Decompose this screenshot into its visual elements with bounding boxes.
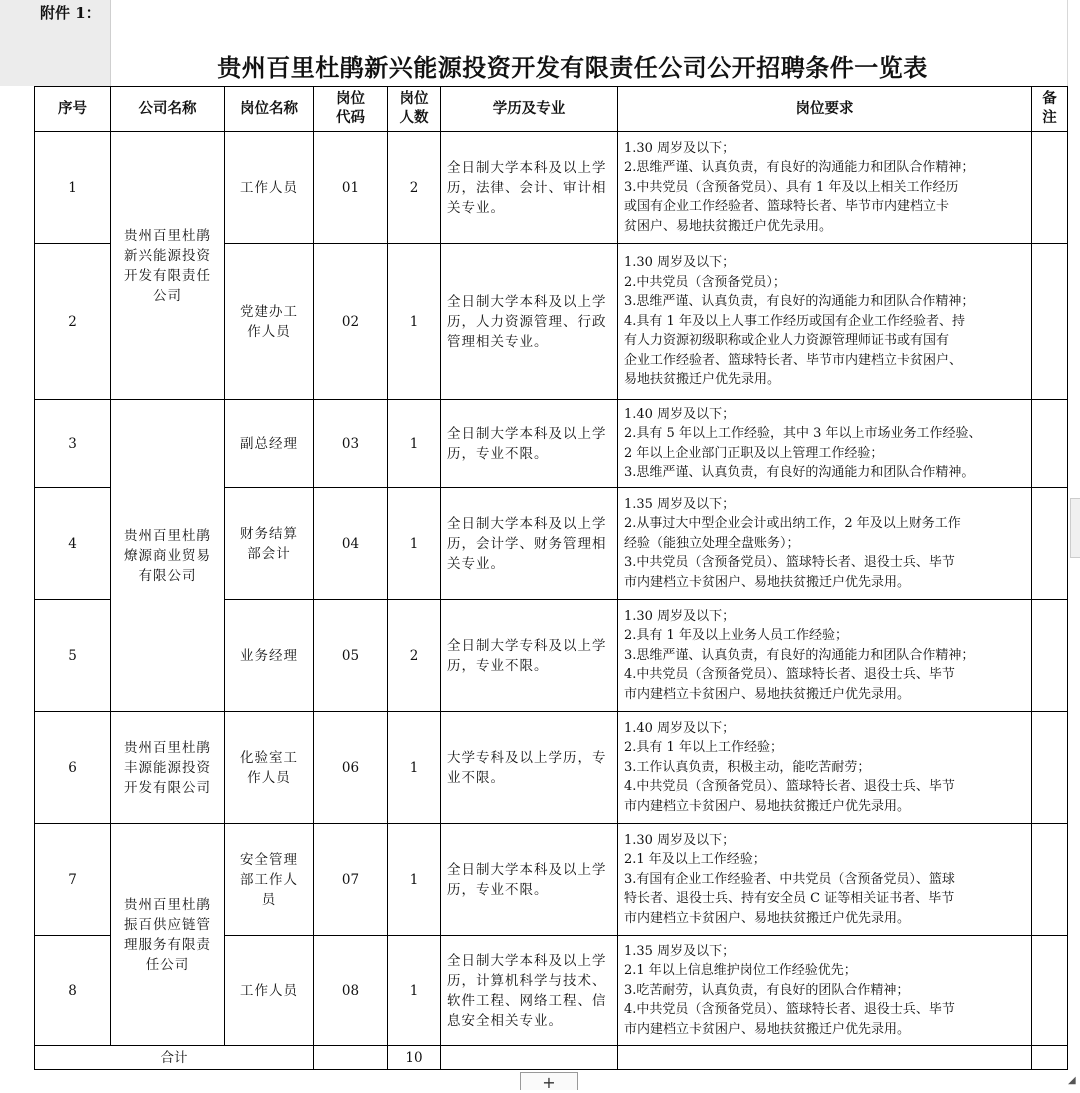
- cell-count: 2: [388, 600, 441, 712]
- table-row: [35, 824, 1068, 936]
- total-row: [35, 1046, 1068, 1070]
- cell-education: 全日制大学本科及以上学历，计算机科学与技术、软件工程、网络工程、信息安全相关专业。: [441, 936, 618, 1046]
- cell-remarks: [1032, 824, 1068, 936]
- cell-no: 6: [35, 712, 111, 824]
- cell-company: 贵州百里杜鹃新兴能源投资开发有限责任公司: [111, 132, 225, 400]
- cell-remarks: [1032, 132, 1068, 244]
- resize-corner-icon[interactable]: ◢: [1068, 1075, 1076, 1086]
- cell-count: 1: [388, 712, 441, 824]
- cell-count: 1: [388, 824, 441, 936]
- total-remarks-empty: [1032, 1046, 1068, 1070]
- total-count: 10: [388, 1046, 441, 1070]
- add-sheet-button[interactable]: +: [520, 1072, 578, 1090]
- attachment-label: 附件 1：: [40, 4, 101, 22]
- cell-no: 1: [35, 132, 111, 244]
- cell-position: 安全管理部工作人员: [225, 824, 314, 936]
- total-label: 合计: [35, 1046, 314, 1070]
- cell-position: 工作人员: [225, 132, 314, 244]
- cell-position: 党建办工作人员: [225, 244, 314, 400]
- cell-remarks: [1032, 936, 1068, 1046]
- cell-remarks: [1032, 244, 1068, 400]
- cell-remarks: [1032, 400, 1068, 488]
- cell-company: 贵州百里杜鹃燎源商业贸易有限公司: [111, 400, 225, 712]
- cell-remarks: [1032, 712, 1068, 824]
- table-row: [35, 132, 1068, 244]
- cell-education: 大学专科及以上学历，专业不限。: [441, 712, 618, 824]
- table-row: [35, 712, 1068, 824]
- header-company: 公司名称: [111, 87, 225, 132]
- header-education: 学历及专业: [441, 87, 618, 132]
- cell-count: 2: [388, 132, 441, 244]
- cell-position: 副总经理: [225, 400, 314, 488]
- recruitment-table: [34, 86, 1068, 1070]
- cell-education: 全日制大学本科及以上学历，专业不限。: [441, 400, 618, 488]
- cell-code: 03: [314, 400, 388, 488]
- cell-education: 全日制大学本科及以上学历，会计学、财务管理相关专业。: [441, 488, 618, 600]
- cell-no: 2: [35, 244, 111, 400]
- cell-education: 全日制大学本科及以上学历，人力资源管理、行政管理相关专业。: [441, 244, 618, 400]
- cell-requirements: 1.30 周岁及以下； 2.思维严谨、认真负责，有良好的沟通能力和团队合作精神； 3.中共党员（含预备党员）、具有 1 年及以上相关工作经历 或国有企业工作经验者、篮球特长者、毕节市内建档立卡 贫困户、易地扶贫搬迁户优先录用。: [618, 132, 1032, 244]
- cell-company: 贵州百里杜鹃振百供应链管理服务有限责任公司: [111, 824, 225, 1046]
- document-title: 贵州百里杜鹃新兴能源投资开发有限责任公司公开招聘条件一览表: [217, 54, 928, 82]
- cell-remarks: [1032, 600, 1068, 712]
- cell-no: 3: [35, 400, 111, 488]
- total-education-empty: [441, 1046, 618, 1070]
- header-code: 岗位 代码: [314, 87, 388, 132]
- cell-count: 1: [388, 400, 441, 488]
- cell-requirements: 1.30 周岁及以下； 2.中共党员（含预备党员）； 3.思维严谨、认真负责，有良好的沟通能力和团队合作精神； 4.具有 1 年及以上人事工作经历或国有企业工作经验者、持 有人力资源初级职称或企业人力资源管理师证书或有国有 企业工作经验者、篮球特长者、毕节市内建档立卡贫困户、 易地扶贫搬迁户优先录用。: [618, 244, 1032, 400]
- cell-position: 化验室工作人员: [225, 712, 314, 824]
- scrollbar-handle[interactable]: [1070, 498, 1080, 558]
- cell-code: 06: [314, 712, 388, 824]
- header-no: 序号: [35, 87, 111, 132]
- table-row: [35, 400, 1068, 488]
- cell-count: 1: [388, 936, 441, 1046]
- cell-education: 全日制大学本科及以上学历，法律、会计、审计相关专业。: [441, 132, 618, 244]
- cell-requirements: 1.40 周岁及以下； 2.具有 1 年以上工作经验； 3.工作认真负责，积极主动，能吃苦耐劳； 4.中共党员（含预备党员）、篮球特长者、退役士兵、毕节 市内建档立卡贫困户、易地扶贫搬迁户优先录用。: [618, 712, 1032, 824]
- header-requirements: 岗位要求: [618, 87, 1032, 132]
- cell-requirements: 1.35 周岁及以下； 2.1 年以上信息维护岗位工作经验优先； 3.吃苦耐劳，认真负责，有良好的团队合作精神； 4.中共党员（含预备党员）、篮球特长者、退役士兵、毕节 市内建档立卡贫困户、易地扶贫搬迁户优先录用。: [618, 936, 1032, 1046]
- cell-position: 工作人员: [225, 936, 314, 1046]
- cell-requirements: 1.30 周岁及以下； 2.1 年及以上工作经验； 3.有国有企业工作经验者、中共党员（含预备党员）、篮球 特长者、退役士兵、持有安全员 C 证等相关证书者、毕节 市内建档立卡贫困户、易地扶贫搬迁户优先录用。: [618, 824, 1032, 936]
- cell-requirements: 1.35 周岁及以下； 2.从事过大中型企业会计或出纳工作，2 年及以上财务工作 经验（能独立处理全盘账务）； 3.中共党员（含预备党员）、篮球特长者、退役士兵、毕节 市内建档立卡贫困户、易地扶贫搬迁户优先录用。: [618, 488, 1032, 600]
- total-code-empty: [314, 1046, 388, 1070]
- cell-code: 01: [314, 132, 388, 244]
- cell-position: 业务经理: [225, 600, 314, 712]
- cell-position: 财务结算部会计: [225, 488, 314, 600]
- header-remarks: 备 注: [1032, 87, 1068, 132]
- cell-code: 07: [314, 824, 388, 936]
- cell-code: 05: [314, 600, 388, 712]
- cell-education: 全日制大学专科及以上学历，专业不限。: [441, 600, 618, 712]
- cell-no: 5: [35, 600, 111, 712]
- cell-requirements: 1.40 周岁及以下； 2.具有 5 年以上工作经验，其中 3 年以上市场业务工作经验、 2 年以上企业部门正职及以上管理工作经验； 3.思维严谨、认真负责，有良好的沟通能力和团队合作精神。: [618, 400, 1032, 488]
- cell-count: 1: [388, 488, 441, 600]
- cell-education: 全日制大学本科及以上学历，专业不限。: [441, 824, 618, 936]
- cell-requirements: 1.30 周岁及以下； 2.具有 1 年及以上业务人员工作经验； 3.思维严谨、认真负责，有良好的沟通能力和团队合作精神； 4.中共党员（含预备党员）、篮球特长者、退役士兵、毕节 市内建档立卡贫困户、易地扶贫搬迁户优先录用。: [618, 600, 1032, 712]
- cell-count: 1: [388, 244, 441, 400]
- cell-company: 贵州百里杜鹃丰源能源投资开发有限公司: [111, 712, 225, 824]
- header-position: 岗位名称: [225, 87, 314, 132]
- cell-no: 8: [35, 936, 111, 1046]
- header-count: 岗位 人数: [388, 87, 441, 132]
- total-requirements-empty: [618, 1046, 1032, 1070]
- cell-code: 02: [314, 244, 388, 400]
- cell-code: 08: [314, 936, 388, 1046]
- cell-no: 4: [35, 488, 111, 600]
- header-row: [35, 87, 1068, 132]
- cell-code: 04: [314, 488, 388, 600]
- cell-remarks: [1032, 488, 1068, 600]
- cell-no: 7: [35, 824, 111, 936]
